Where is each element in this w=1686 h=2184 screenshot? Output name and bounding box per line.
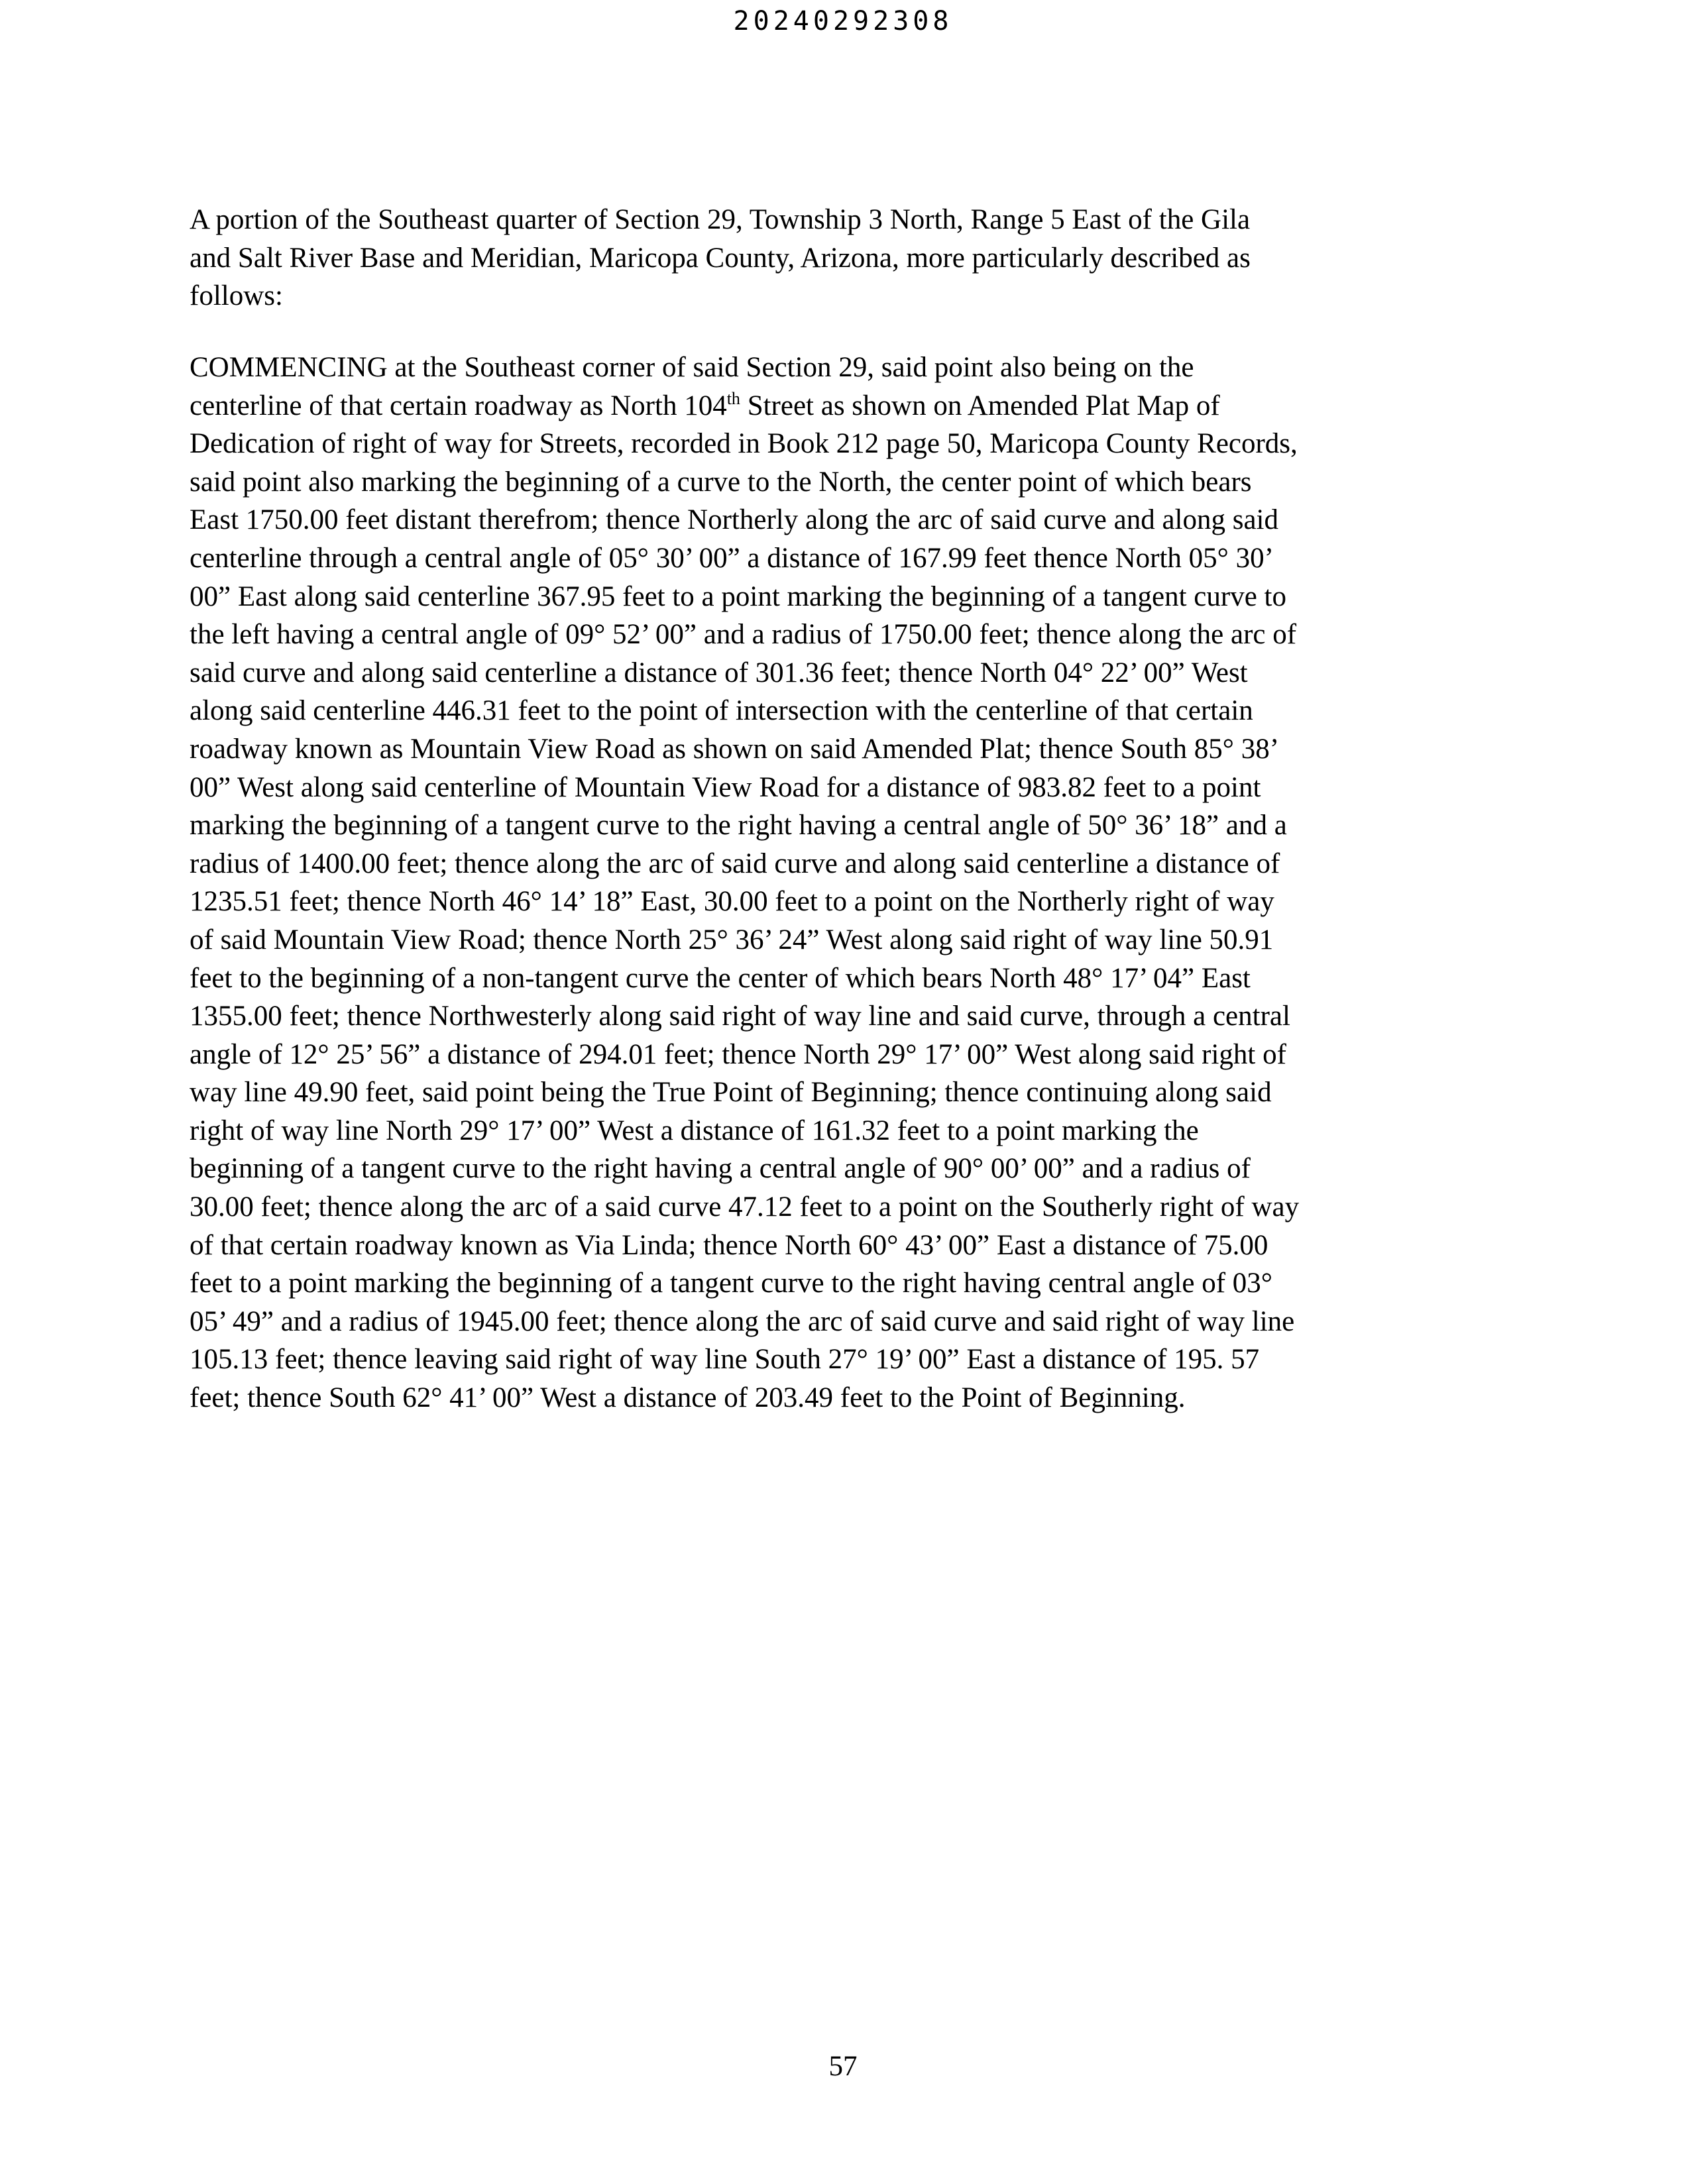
legal-line: feet to the beginning of a non-tangent curve the center of which bears North 48° 17’ 04” East xyxy=(190,962,1251,994)
legal-line xyxy=(190,387,1489,425)
legal-line: 1235.51 feet; thence North 46° 14’ 18” East, 30.00 feet to a point on the Northerly right of way xyxy=(190,886,1274,918)
legal-line: beginning of a tangent curve to the right having a central angle of 90° 00’ 00” and a radius of xyxy=(190,1153,1251,1185)
legal-line: 00” East along said centerline 367.95 feet to a point marking the beginning of a tangent curve to xyxy=(190,580,1286,612)
legal-line: 00” West along said centerline of Mountain View Road for a distance of 983.82 feet to a point xyxy=(190,771,1261,803)
legal-line: Dedication of right of way for Streets, recorded in Book 212 page 50, Maricopa County Records, xyxy=(190,428,1298,460)
legal-line: East 1750.00 feet distant therefrom; thence Northerly along the arc of said curve and along said xyxy=(190,504,1278,536)
intro-paragraph xyxy=(190,201,1489,315)
legal-line: said point also marking the beginning of a curve to the North, the center point of which bears xyxy=(190,466,1252,498)
legal-line: right of way line North 29° 17’ 00” West a distance of 161.32 feet to a point marking the xyxy=(190,1115,1199,1146)
document-number: 20240292308 xyxy=(733,6,953,36)
intro-line: follows: xyxy=(190,280,283,312)
legal-line: way line 49.90 feet, said point being the True Point of Beginning; thence continuing along said xyxy=(190,1077,1272,1109)
legal-line: radius of 1400.00 feet; thence along the arc of said curve and along said centerline a distance of xyxy=(190,847,1280,879)
legal-line: along said centerline 446.31 feet to the point of intersection with the centerline of that certain xyxy=(190,695,1253,727)
legal-line: 30.00 feet; thence along the arc of a said curve 47.12 feet to a point on the Southerly right of way xyxy=(190,1191,1300,1223)
legal-line: centerline through a central angle of 05° 30’ 00” a distance of 167.99 feet thence North 05° 30’ xyxy=(190,542,1274,574)
legal-description-paragraph xyxy=(190,349,1489,1417)
legal-line: feet; thence South 62° 41’ 00” West a distance of 203.49 feet to the Point of Beginning. xyxy=(190,1382,1186,1414)
legal-line-text: centerline of that certain roadway as North 104 xyxy=(190,390,727,421)
legal-line: marking the beginning of a tangent curve to the right having a central angle of 50° 36’ 18” and a xyxy=(190,810,1287,842)
intro-line: A portion of the Southeast quarter of Section 29, Township 3 North, Range 5 East of the Gila xyxy=(190,204,1251,235)
legal-line: 1355.00 feet; thence Northwesterly along said right of way line and said curve, through a central xyxy=(190,1001,1290,1032)
legal-line: roadway known as Mountain View Road as shown on said Amended Plat; thence South 85° 38’ xyxy=(190,733,1280,765)
ordinal-superscript: th xyxy=(726,388,740,408)
page-number: 57 xyxy=(828,2051,858,2082)
intro-line: and Salt River Base and Meridian, Maricopa County, Arizona, more particularly described as xyxy=(190,242,1251,274)
legal-line: of that certain roadway known as Via Linda; thence North 60° 43’ 00” East a distance of 75.00 xyxy=(190,1229,1268,1261)
legal-line: COMMENCING at the Southeast corner of said Section 29, said point also being on the xyxy=(190,352,1194,383)
legal-line: of said Mountain View Road; thence North 25° 36’ 24” West along said right of way line 50.91 xyxy=(190,924,1274,956)
legal-line-text: Street as shown on Amended Plat Map of xyxy=(740,390,1220,421)
legal-line: 105.13 feet; thence leaving said right of way line South 27° 19’ 00” East a distance of 195. 57 xyxy=(190,1344,1260,1376)
legal-line: feet to a point marking the beginning of a tangent curve to the right having central angle of 03° xyxy=(190,1268,1272,1299)
legal-line: said curve and along said centerline a distance of 301.36 feet; thence North 04° 22’ 00” West xyxy=(190,657,1248,688)
legal-line: angle of 12° 25’ 56” a distance of 294.01 feet; thence North 29° 17’ 00” West along said right of xyxy=(190,1038,1286,1070)
legal-line: 05’ 49” and a radius of 1945.00 feet; thence along the arc of said curve and said right of way line xyxy=(190,1305,1295,1337)
legal-line: the left having a central angle of 09° 52’ 00” and a radius of 1750.00 feet; thence along the arc of xyxy=(190,619,1297,651)
